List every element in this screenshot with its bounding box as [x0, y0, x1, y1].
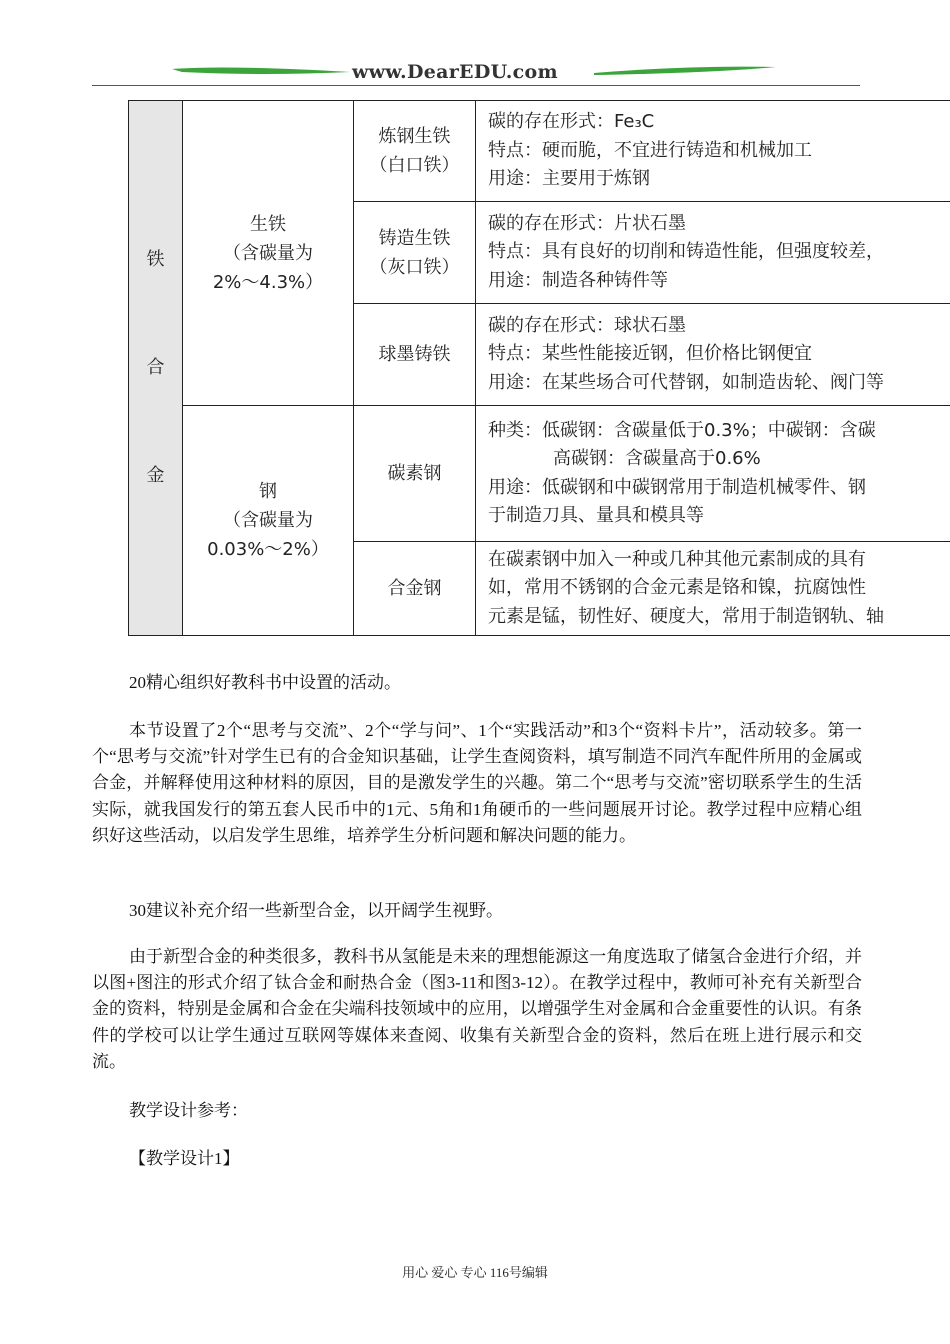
- category-char: 金: [146, 465, 165, 486]
- type-subname: （灰口铁）: [369, 256, 460, 278]
- type-name: 铸造生铁: [378, 227, 451, 249]
- desc-line: 于制造刀具、量具和模具等: [488, 505, 704, 526]
- type-name: 炼钢生铁: [378, 126, 451, 147]
- type-cell: [354, 304, 476, 406]
- type-cell: [354, 101, 476, 202]
- section-heading-20: 20精心组织好教科书中设置的活动。: [129, 673, 401, 692]
- desc-line: 碳的存在形式：片状石墨: [488, 212, 686, 234]
- desc-line: 碳的存在形式：Fe₃C: [488, 111, 655, 133]
- subgroup-name: 生铁: [250, 213, 286, 235]
- pig-iron-cell: [183, 101, 354, 406]
- type-name: 球墨铸铁: [378, 344, 451, 365]
- category-char: 铁: [146, 249, 165, 270]
- description-cell: [476, 406, 950, 542]
- subgroup-detail: （含碳量为: [223, 242, 313, 264]
- steel-cell: [183, 406, 354, 636]
- alloy-table-container: [128, 100, 950, 636]
- left-swoosh-decoration: [172, 63, 352, 79]
- desc-line: 用途：制造各种铸件等: [488, 269, 668, 291]
- type-name: 碳素钢: [387, 463, 442, 484]
- page-footer: 用心 爱心 专心 116号编辑: [402, 1265, 548, 1280]
- page-header: [0, 55, 950, 95]
- desc-line: 高碳钢：含碳量高于0.6%: [553, 448, 761, 469]
- teaching-design-1-heading: 【教学设计1】: [129, 1149, 240, 1168]
- section-heading-30: 30建议补充介绍一些新型合金，以开阔学生视野。: [129, 901, 503, 920]
- paragraph-new-alloys: 由于新型合金的种类很多，教科书从氢能是未来的理想能源这一角度选取了储氢合金进行介绍，并以图+图注的形式介绍了钛合金和耐热合金（图3-11和图3-12）。在教学过程中，教师可补充有关新型合金的资料，特别是金属和合金在尖端科技领域中的应用，以增强学生对金属和合金重要性的认识。有条件的学校可以让学生通过互联网等媒体来查阅、收集有关新型合金的资料，然后在班上进行展示和交流。: [92, 947, 862, 1071]
- description-cell: [476, 202, 950, 304]
- type-name: 合金钢: [387, 578, 442, 599]
- desc-line: 种类：低碳钢：含碳量低于0.3%；中碳钢：含碳: [488, 419, 876, 441]
- desc-line: 碳的存在形式：球状石墨: [488, 314, 686, 336]
- subgroup-detail: 2%～4.3%）: [212, 271, 324, 293]
- table-row: [129, 101, 950, 202]
- desc-line: 用途：在某些场合可代替钢，如制造齿轮、阀门等: [488, 371, 884, 393]
- table-row: [129, 406, 950, 542]
- desc-line-indented: [488, 445, 950, 474]
- description-cell: [476, 304, 950, 406]
- category-char: 合: [146, 357, 165, 378]
- desc-line: 如，常用不锈钢的合金元素是铬和镍，抗腐蚀性: [488, 577, 866, 599]
- teaching-design-reference: 教学设计参考：: [129, 1101, 248, 1120]
- description-cell: [476, 101, 950, 202]
- subgroup-detail: 0.03%～2%）: [207, 539, 329, 560]
- desc-line: 特点：具有良好的切削和铸造性能，但强度较差，: [488, 241, 884, 263]
- desc-line: 用途：主要用于炼钢: [488, 168, 650, 190]
- type-subname: （白口铁）: [369, 155, 460, 176]
- right-swoosh-decoration: [592, 63, 777, 79]
- type-cell: [354, 542, 476, 636]
- desc-line: 特点：硬而脆，不宜进行铸造和机械加工: [488, 139, 812, 161]
- desc-line: 在碳素钢中加入一种或几种其他元素制成的具有: [488, 548, 866, 570]
- description-cell: [476, 542, 950, 636]
- iron-alloy-table: [128, 100, 950, 636]
- desc-line: 元素是锰，韧性好、硬度大，常用于制造钢轨、轴: [488, 605, 884, 627]
- subgroup-name: 钢: [259, 481, 277, 502]
- site-logo-text: www.DearEDU.com: [352, 61, 558, 83]
- header-rule: [92, 85, 860, 86]
- desc-line: 用途：低碳钢和中碳钢常用于制造机械零件、钢: [488, 476, 866, 498]
- desc-line: 特点：某些性能接近钢，但价格比钢便宜: [488, 343, 812, 365]
- type-cell: [354, 202, 476, 304]
- type-cell: [354, 406, 476, 542]
- paragraph-activities: 本节设置了2个“思考与交流”、2个“学与问”、1个“实践活动”和3个“资料卡片”，活动较多。第一个“思考与交流”针对学生已有的合金知识基础，让学生查阅资料，填写制造不同汽车配件所用的金属或合金，并解释使用这种材料的原因，目的是激发学生的兴趣。第二个“思考与交流”密切联系学生的生活实际，就我国发行的第五套人民币中的1元、5角和1角硬币的一些问题展开讨论。教学过程中应精心组织好这些活动，以启发学生思维，培养学生分析问题和解决问题的能力。: [92, 721, 862, 845]
- iron-alloy-category-cell: [129, 101, 183, 636]
- subgroup-detail: （含碳量为: [223, 510, 313, 531]
